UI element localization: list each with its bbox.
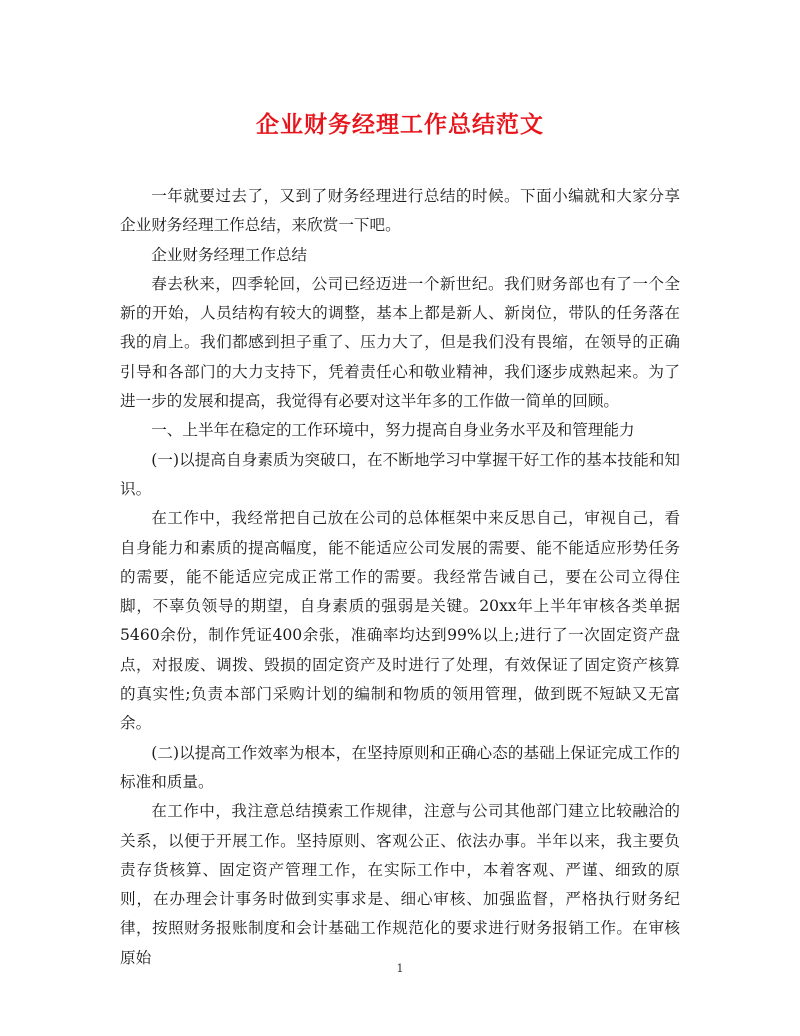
page-number: 1: [396, 962, 404, 975]
subtitle-paragraph: 企业财务经理工作总结: [151, 245, 308, 264]
intro-paragraph: 一年就要过去了，又到了财务经理进行总结的时候。下面小编就和大家分享企业财务经理工作总结，来欣赏一下吧。: [120, 187, 680, 235]
body-paragraph: 春去秋来，四季轮回，公司已经迈进一个新世纪。我们财务部也有了一个全新的开始，人员结构有较大的调整，基本上都是新人、新岗位，带队的任务落在我的肩上。我们都感到担子重了、压力大了，但是我们没有畏缩，在领导的正确引导和各部门的大力支持下，凭着责任心和敬业精神，我们逐步成熟起来。为了进一步的发展和提高，我觉得有必要对这半年多的工作做一简单的回顾。: [120, 274, 680, 411]
document-body: [120, 182, 680, 973]
body-paragraph: 在工作中，我注意总结摸索工作规律，注意与公司其他部门建立比较融洽的关系，以便于开展工作。坚持原则、客观公正、依法办事。半年以来，我主要负责存货核算、固定资产管理工作，在实际工作中，本着客观、严谨、细致的原则，在办理会计事务时做到实事求是、细心审核、加强监督，严格执行财务纪律，按照财务报账制度和会计基础工作规范化的要求进行财务报销工作。在审核原始: [120, 802, 680, 967]
section-heading: 一、上半年在稳定的工作环境中，努力提高自身业务水平及和管理能力: [151, 421, 635, 440]
document-title: 企业财务经理工作总结范文: [256, 111, 544, 138]
subsection-heading: (一)以提高自身素质为突破口，在不断地学习中掌握干好工作的基本技能和知识。: [120, 450, 680, 498]
body-paragraph: 在工作中，我经常把自己放在公司的总体框架中来反思自己，审视自己，看自身能力和素质的提高幅度，能不能适应公司发展的需要、能不能适应形势任务的需要，能不能适应完成正常工作的需要。我经常告诫自己，要在公司立得住脚，不辜负领导的期望，自身素质的强弱是关键。20xx年上半年审核各类单据5460余份，制作凭证400余张，准确率均达到99%以上;进行了一次固定资产盘点，对报废、调拨、毁损的固定资产及时进行了处理，有效保证了固定资产核算的真实性;负责本部门采购计划的编制和物质的领用管理，做到既不短缺又无富余。: [120, 509, 680, 733]
subsection-heading: (二)以提高工作效率为根本，在坚持原则和正确心态的基础上保证完成工作的标准和质量。: [120, 743, 680, 791]
